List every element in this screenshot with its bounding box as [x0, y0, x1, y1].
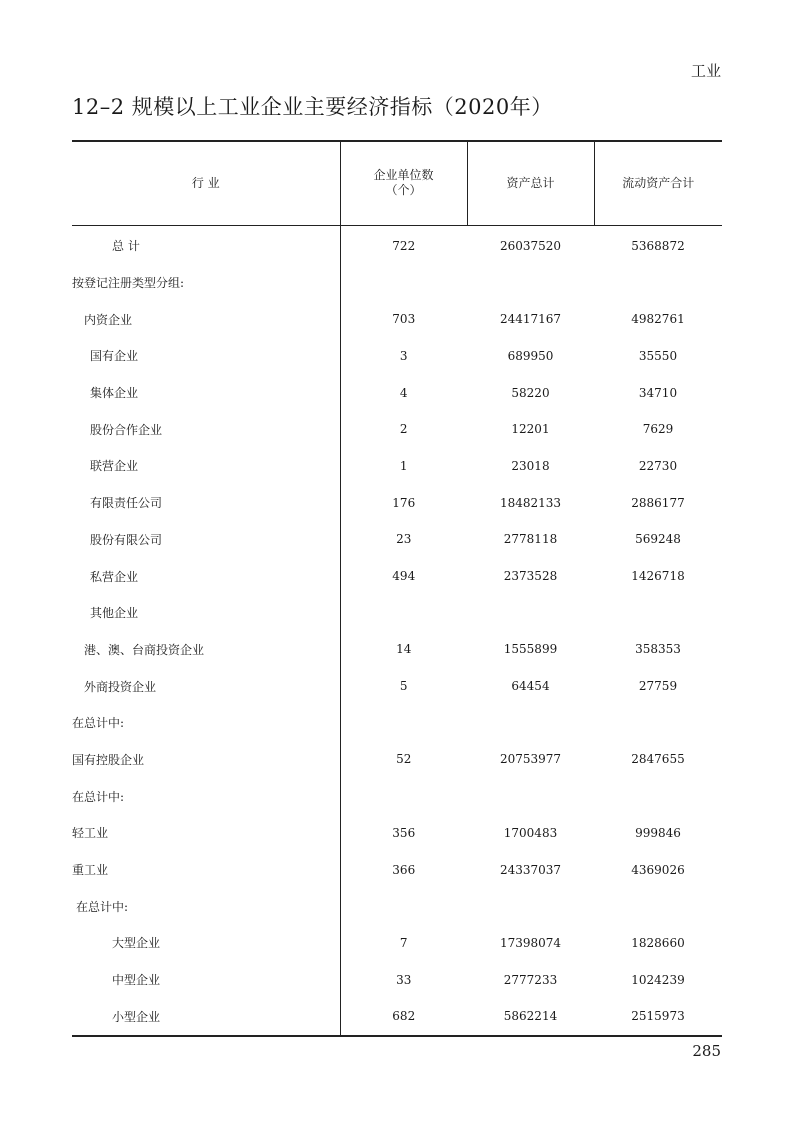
cell-current-assets: 34710	[638, 385, 678, 400]
header-enterprise-units	[340, 141, 467, 225]
cell-total-assets: 2778118	[503, 532, 558, 547]
cell-total-assets: 24337037	[499, 862, 562, 877]
cell-current-assets	[594, 888, 722, 925]
row-label: 重工业	[72, 863, 109, 878]
table-header-row	[72, 141, 722, 225]
cell-current-assets: 5368872	[631, 238, 685, 253]
row-label: 大型企业	[112, 936, 161, 951]
table-row	[72, 225, 722, 264]
cell-total-assets: 17398074	[499, 935, 562, 950]
cell-current-assets: 2515973	[594, 998, 722, 1036]
cell-enterprise-units	[340, 888, 467, 925]
table-row	[72, 851, 722, 888]
cell-enterprise-units: 1	[340, 448, 467, 485]
cell-enterprise-units: 23	[340, 521, 467, 558]
row-label: 国有控股企业	[72, 752, 145, 767]
row-label: 内资企业	[84, 312, 133, 327]
table-row	[72, 484, 722, 521]
row-label: 股份有限公司	[90, 532, 163, 547]
cell-total-assets: 689950	[507, 348, 554, 363]
cell-current-assets: 1024239	[631, 972, 685, 987]
cell-current-assets	[594, 704, 722, 741]
table-body	[72, 225, 722, 1036]
table-row	[72, 998, 722, 1036]
table-row	[72, 338, 722, 375]
cell-current-assets: 999846	[635, 825, 681, 840]
row-label: 按登记注册类型分组:	[72, 276, 185, 291]
cell-total-assets: 5862214	[467, 998, 594, 1036]
cell-total-assets	[467, 778, 594, 815]
cell-current-assets: 7629	[642, 422, 674, 437]
row-label: 港、澳、台商投资企业	[84, 642, 205, 657]
cell-total-assets: 64454	[511, 679, 550, 694]
row-label: 有限责任公司	[90, 496, 163, 511]
page-number: 285	[692, 1042, 721, 1060]
header-total-assets: 资产总计	[467, 141, 594, 225]
row-label: 在总计中:	[76, 899, 129, 914]
cell-total-assets: 58220	[511, 385, 550, 400]
cell-total-assets: 18482133	[499, 495, 562, 510]
table-row	[72, 521, 722, 558]
cell-total-assets: 12201	[511, 422, 550, 437]
row-label: 集体企业	[90, 386, 139, 401]
table-row	[72, 778, 722, 815]
cell-current-assets: 358353	[635, 642, 681, 657]
cell-enterprise-units: 176	[340, 484, 467, 521]
cell-current-assets: 2847655	[631, 752, 685, 767]
row-label: 中型企业	[112, 973, 161, 988]
row-label: 股份合作企业	[90, 422, 163, 437]
cell-total-assets: 1555899	[503, 642, 558, 657]
table-row	[72, 815, 722, 852]
cell-current-assets: 569248	[635, 532, 681, 547]
table-row	[72, 668, 722, 705]
cell-current-assets: 4982761	[631, 312, 685, 327]
cell-current-assets: 1828660	[631, 935, 685, 950]
table-row	[72, 411, 722, 448]
table-row	[72, 301, 722, 338]
table-row	[72, 558, 722, 595]
cell-total-assets	[467, 264, 594, 301]
row-label: 私营企业	[90, 569, 139, 584]
table-row	[72, 961, 722, 998]
cell-total-assets: 24417167	[499, 312, 562, 327]
cell-enterprise-units: 2	[340, 411, 467, 448]
row-label: 总 计	[112, 239, 140, 254]
cell-enterprise-units: 33	[340, 961, 467, 998]
cell-enterprise-units	[340, 594, 467, 631]
section-label: 工业	[690, 62, 721, 80]
table-row	[72, 741, 722, 778]
row-label: 小型企业	[72, 998, 340, 1036]
cell-total-assets: 1700483	[503, 825, 558, 840]
row-label: 在总计中:	[72, 789, 125, 804]
cell-current-assets: 1426718	[631, 569, 685, 584]
cell-current-assets: 27759	[638, 679, 678, 694]
cell-total-assets: 2373528	[503, 569, 558, 584]
cell-enterprise-units: 5	[340, 668, 467, 705]
cell-enterprise-units: 14	[340, 631, 467, 668]
cell-current-assets: 35550	[638, 348, 678, 363]
cell-enterprise-units: 682	[340, 998, 467, 1036]
table-row	[72, 374, 722, 411]
cell-total-assets: 26037520	[499, 238, 562, 253]
cell-enterprise-units: 3	[340, 338, 467, 375]
row-label: 外商投资企业	[84, 679, 157, 694]
cell-enterprise-units: 7	[340, 925, 467, 962]
cell-current-assets: 22730	[638, 458, 678, 473]
cell-enterprise-units	[340, 704, 467, 741]
cell-total-assets: 23018	[511, 458, 550, 473]
cell-total-assets	[467, 704, 594, 741]
cell-total-assets	[467, 888, 594, 925]
header-units-line1: 企业单位数	[373, 168, 434, 183]
cell-current-assets: 2886177	[631, 495, 685, 510]
header-current-assets: 流动资产合计	[594, 141, 722, 225]
table-row	[72, 264, 722, 301]
cell-total-assets	[467, 594, 594, 631]
cell-enterprise-units: 722	[340, 225, 467, 264]
row-label: 国有企业	[90, 349, 139, 364]
table-row	[72, 631, 722, 668]
cell-enterprise-units: 366	[340, 851, 467, 888]
row-label: 轻工业	[72, 826, 109, 841]
cell-total-assets: 20753977	[499, 752, 562, 767]
cell-enterprise-units: 494	[340, 558, 467, 595]
cell-enterprise-units: 4	[340, 374, 467, 411]
statistics-table	[72, 140, 722, 1037]
table-row	[72, 594, 722, 631]
header-units-line2: （个）	[385, 183, 422, 198]
cell-enterprise-units: 356	[340, 815, 467, 852]
row-label: 在总计中:	[72, 716, 125, 731]
cell-current-assets	[594, 778, 722, 815]
cell-current-assets: 4369026	[631, 862, 685, 877]
table-row	[72, 888, 722, 925]
table-row	[72, 448, 722, 485]
cell-enterprise-units: 52	[340, 741, 467, 778]
header-industry: 行 业	[72, 141, 340, 225]
cell-total-assets: 2777233	[503, 972, 558, 987]
row-label: 其他企业	[90, 606, 139, 621]
table-row	[72, 925, 722, 962]
cell-enterprise-units	[340, 264, 467, 301]
cell-current-assets	[594, 594, 722, 631]
cell-enterprise-units: 703	[340, 301, 467, 338]
page-title: 12–2 规模以上工业企业主要经济指标（2020年）	[72, 95, 553, 119]
table-row	[72, 704, 722, 741]
row-label: 联营企业	[90, 459, 139, 474]
cell-enterprise-units	[340, 778, 467, 815]
cell-current-assets	[594, 264, 722, 301]
